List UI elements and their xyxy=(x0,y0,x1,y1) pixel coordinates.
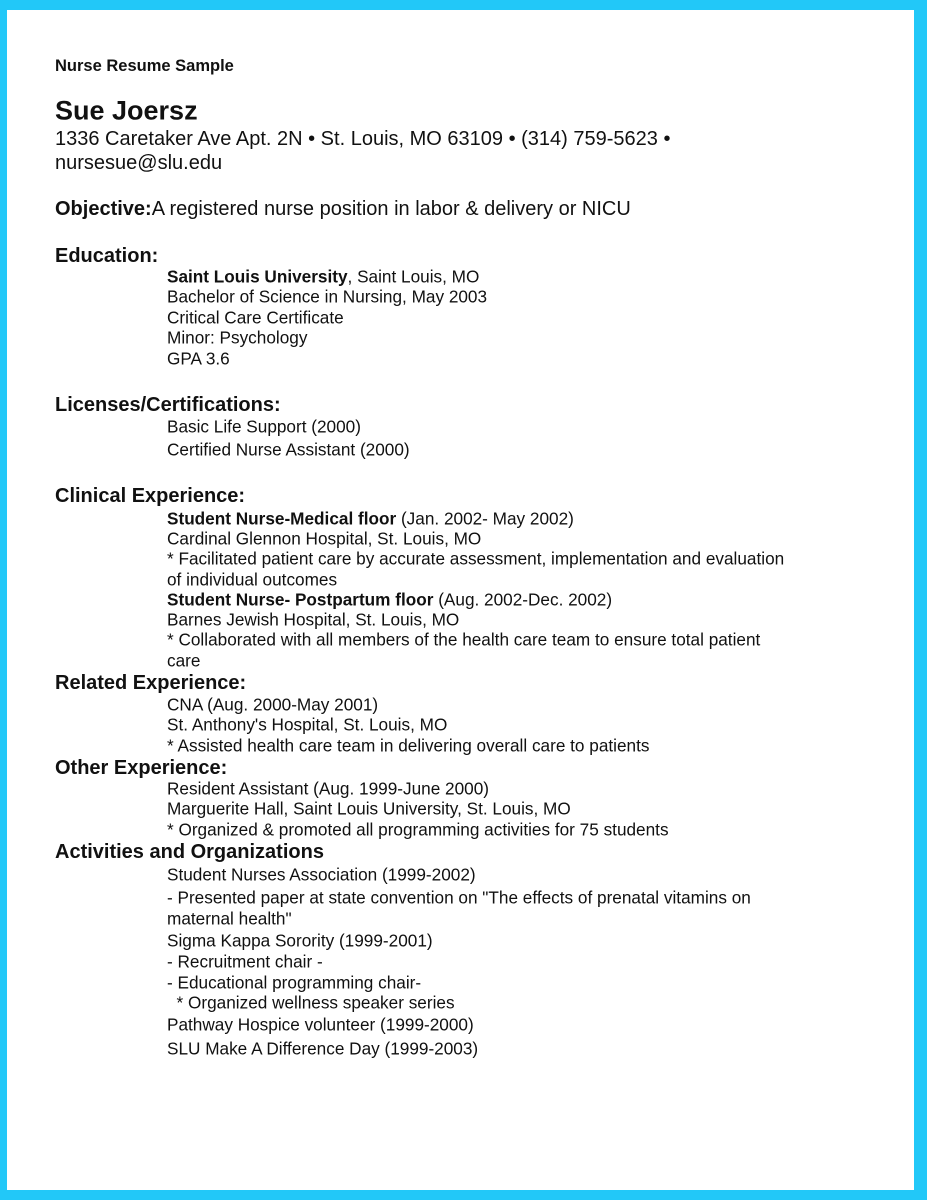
document-title: Nurse Resume Sample xyxy=(55,56,234,75)
job-place: Barnes Jewish Hospital, St. Louis, MO xyxy=(167,609,460,630)
license-line: Basic Life Support (2000) xyxy=(167,416,361,437)
activities-heading: Activities and Organizations xyxy=(55,841,324,863)
job-desc: * Collaborated with all members of the health care team to ensure total patient xyxy=(167,629,761,650)
activity-line: - Educational programming chair- xyxy=(167,972,422,993)
activity-line: Student Nurses Association (1999-2002) xyxy=(167,864,476,885)
license-line: Certified Nurse Assistant (2000) xyxy=(167,439,410,460)
other-line: * Organized & promoted all programming activities for 75 students xyxy=(167,819,669,840)
other-heading: Other Experience: xyxy=(55,757,228,779)
job-desc: of individual outcomes xyxy=(167,569,338,590)
education-line: Minor: Psychology xyxy=(167,327,308,348)
job-desc: * Facilitated patient care by accurate assessment, implementation and evaluation xyxy=(167,548,785,569)
related-line: CNA (Aug. 2000-May 2001) xyxy=(167,694,379,715)
job-dates: (Aug. 2002-Dec. 2002) xyxy=(433,589,613,610)
school-name: Saint Louis University xyxy=(167,266,348,287)
activity-line: Pathway Hospice volunteer (1999-2000) xyxy=(167,1014,474,1035)
objective-label: Objective: xyxy=(55,198,152,220)
job-dates: (Jan. 2002- May 2002) xyxy=(396,508,574,529)
job-title: Student Nurse- Postpartum floor xyxy=(167,589,434,610)
related-heading: Related Experience: xyxy=(55,672,247,694)
job-title-line xyxy=(167,510,574,527)
resume-page xyxy=(7,10,914,1190)
school-location: , Saint Louis, MO xyxy=(347,266,480,287)
job-title: Student Nurse-Medical floor xyxy=(167,508,397,529)
activity-line: * Organized wellness speaker series xyxy=(167,992,455,1013)
licenses-heading: Licenses/Certifications: xyxy=(55,394,281,416)
objective xyxy=(55,199,631,219)
job-place: Cardinal Glennon Hospital, St. Louis, MO xyxy=(167,528,482,549)
other-line: Resident Assistant (Aug. 1999-June 2000) xyxy=(167,778,489,799)
objective-text: A registered nurse position in labor & delivery or NICU xyxy=(151,198,631,220)
candidate-name: Sue Joersz xyxy=(55,95,198,126)
activity-line: - Presented paper at state convention on "The effects of prenatal vitamins on xyxy=(167,887,751,908)
job-desc: care xyxy=(167,650,201,671)
other-line: Marguerite Hall, Saint Louis University, St. Louis, MO xyxy=(167,798,571,819)
activity-line: SLU Make A Difference Day (1999-2003) xyxy=(167,1038,479,1059)
activity-line: Sigma Kappa Sorority (1999-2001) xyxy=(167,930,433,951)
email: nursesue@slu.edu xyxy=(55,152,223,174)
job-title-line xyxy=(167,591,612,608)
education-line: Bachelor of Science in Nursing, May 2003 xyxy=(167,286,488,307)
related-line: * Assisted health care team in delivering overall care to patients xyxy=(167,735,650,756)
activity-line: maternal health" xyxy=(167,908,292,929)
related-line: St. Anthony's Hospital, St. Louis, MO xyxy=(167,714,448,735)
address-line: 1336 Caretaker Ave Apt. 2N • St. Louis, MO 63109 • (314) 759-5623 • xyxy=(55,128,671,150)
activity-line: - Recruitment chair - xyxy=(167,951,323,972)
clinical-heading: Clinical Experience: xyxy=(55,485,246,507)
education-heading: Education: xyxy=(55,245,159,267)
education-school xyxy=(167,268,479,285)
education-line: Critical Care Certificate xyxy=(167,307,344,328)
education-line: GPA 3.6 xyxy=(167,348,230,369)
